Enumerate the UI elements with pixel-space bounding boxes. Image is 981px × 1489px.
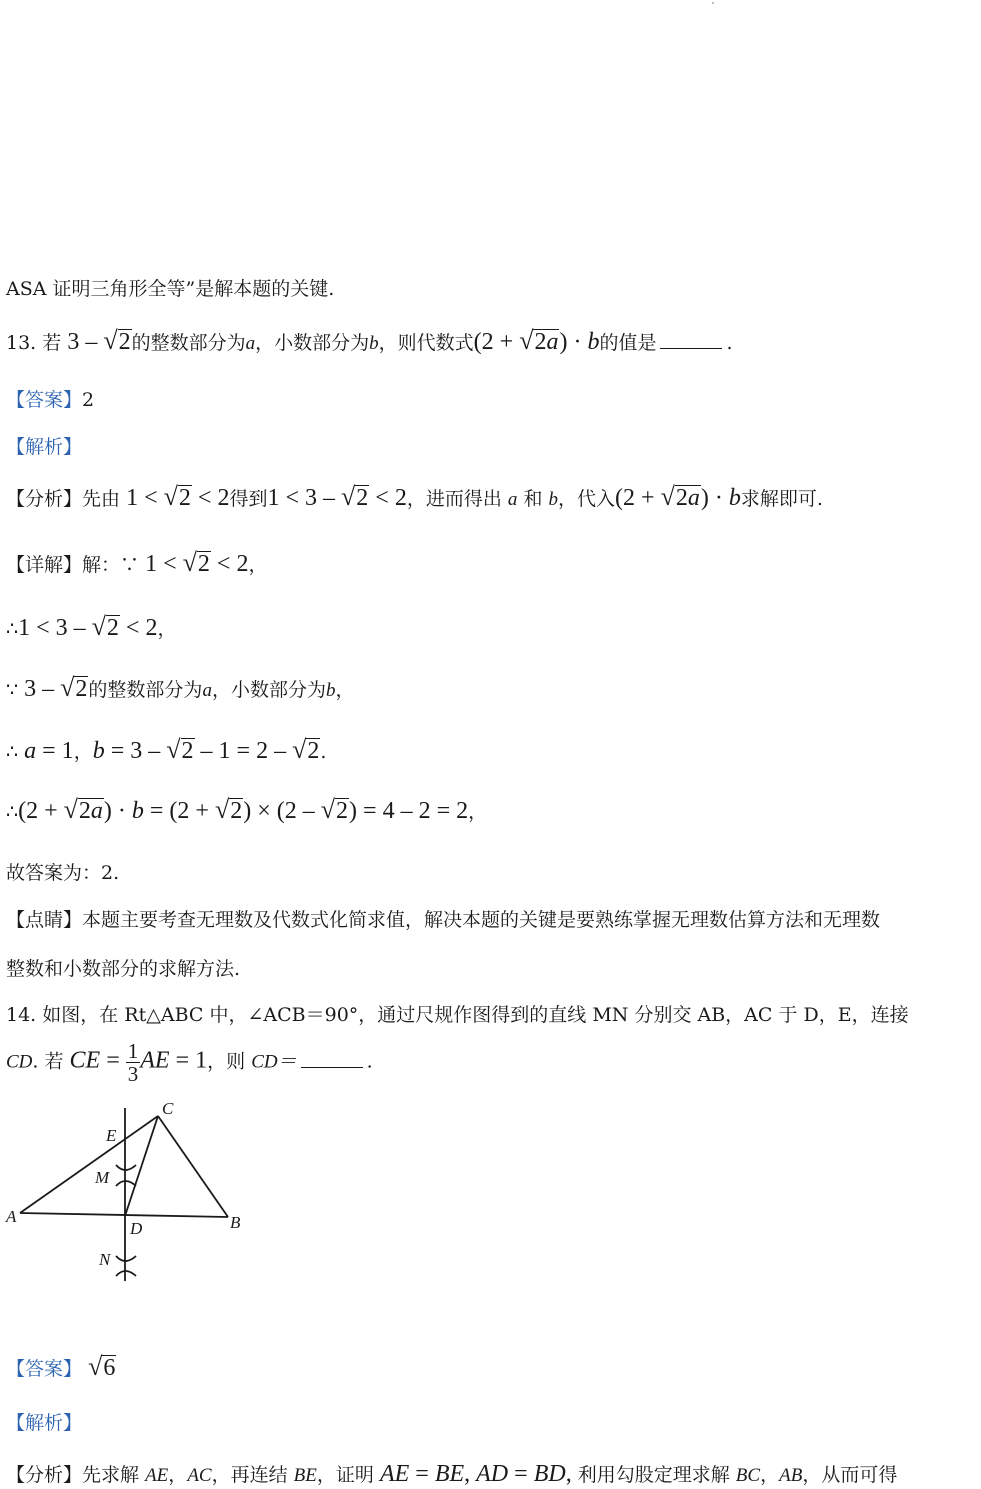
label-c: C <box>162 1099 174 1118</box>
comment-13-cont: 整数和小数部分的求解方法. <box>6 958 241 980</box>
text-line-continuation: ASA 证明三角形全等”是解本题的关键. <box>6 278 335 300</box>
answer-blank-14 <box>301 1067 363 1068</box>
side-ab <box>20 1213 228 1217</box>
question-13: 13. 若 3 – √2的整数部分为a，小数部分为b，则代数式(2 + √2a) · b的值是 . <box>6 326 733 355</box>
step-6: 故答案为：2. <box>6 862 120 884</box>
analysis-heading-13: 【解析】 <box>6 436 83 458</box>
step-5: ∴(2 + √2a) · b = (2 + √2) × (2 – √2) = 4 – 2 = 2， <box>6 795 488 824</box>
label-m: M <box>95 1168 110 1187</box>
answer-blank <box>660 348 722 349</box>
analysis-14: 【分析】先求解 AE，AC，再连结 BE，证明 AE = BE, AD = BD, 利用勾股定理求解 BC，AB，从而可得 <box>6 1461 898 1487</box>
arc-n2 <box>116 1271 136 1276</box>
segment-cd <box>125 1116 158 1216</box>
label-a: A <box>6 1207 17 1226</box>
detail-13: 【详解】解：∵ 1 < √2 < 2， <box>6 548 268 577</box>
step-2: ∴1 < 3 – √2 < 2， <box>6 612 177 641</box>
side-ac <box>20 1116 158 1213</box>
step-3: ∵ 3 – √2的整数部分为a，小数部分为b， <box>6 673 355 702</box>
label-e: E <box>106 1126 117 1145</box>
label-d: D <box>130 1219 143 1238</box>
question-14: 14. 如图，在 Rt△ABC 中，∠ACB＝90°，通过尺规作图得到的直线 MN 分别交 AB，AC 于 D，E，连接 <box>6 1004 909 1026</box>
side-cb <box>158 1116 228 1217</box>
comment-13: 【点睛】本题主要考查无理数及代数式化简求值，解决本题的关键是要熟练掌握无理数估算方法和无理数 <box>6 909 881 931</box>
step-4: ∴ a = 1，b = 3 – √2 – 1 = 2 – √2. <box>6 735 327 764</box>
arc-m2 <box>116 1181 136 1186</box>
analysis-heading-14: 【解析】 <box>6 1412 83 1434</box>
arc-m1 <box>116 1165 136 1170</box>
answer-13: 【答案】2 <box>6 389 95 411</box>
analysis-13: 【分析】先由 1 < √2 < 2得到1 < 3 – √2 < 2，进而得出 a 和 b，代入(2 + √2a) · b求解即可. <box>6 482 823 511</box>
scan-mark <box>712 2 714 4</box>
answer-14: 【答案】 √6 <box>6 1352 116 1381</box>
arc-n1 <box>116 1256 136 1261</box>
triangle-figure <box>0 1095 260 1290</box>
question-14-cont: CD. 若 CE = $\frac{1}{3}$ AE = 1，则 CD＝ . <box>6 1039 373 1087</box>
label-b: B <box>230 1213 241 1232</box>
label-n: N <box>99 1250 111 1269</box>
